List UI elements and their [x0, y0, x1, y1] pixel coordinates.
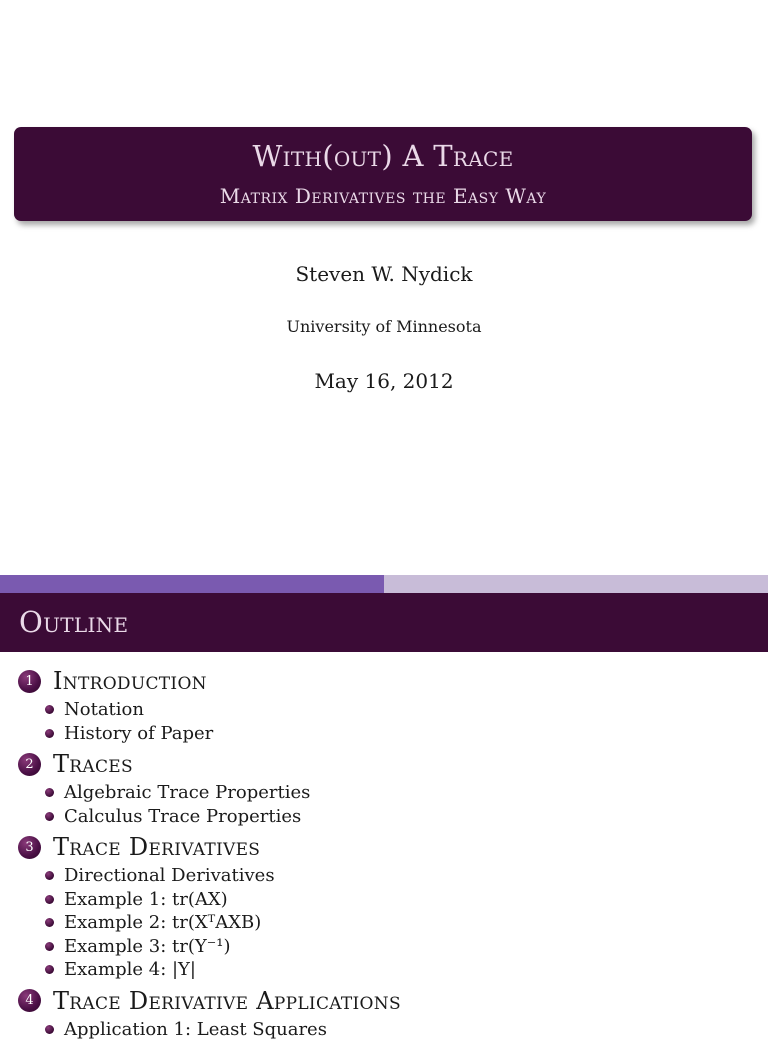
- toc-section-introduction[interactable]: [18, 664, 758, 745]
- bullet-icon: [45, 871, 54, 880]
- toc-subsection[interactable]: [18, 698, 758, 722]
- presentation-date: May 16, 2012: [314, 369, 454, 393]
- subsection-label[interactable]: Example 1: tr(AX): [64, 888, 228, 910]
- subsection-label[interactable]: Algebraic Trace Properties: [64, 782, 311, 804]
- table-of-contents: [18, 664, 758, 1043]
- section-number-badge: 4: [18, 989, 41, 1012]
- toc-subsection[interactable]: [18, 722, 758, 746]
- toc-subsection[interactable]: [18, 935, 758, 959]
- toc-section-trace-derivatives[interactable]: [18, 830, 758, 982]
- subsection-label[interactable]: Notation: [64, 699, 144, 721]
- outline-header: [0, 593, 768, 652]
- toc-subsection[interactable]: [18, 864, 758, 888]
- bullet-icon: [45, 1025, 54, 1034]
- section-label[interactable]: Trace Derivatives: [53, 833, 261, 861]
- title-box: [14, 127, 752, 221]
- section-number-badge: 1: [18, 670, 41, 693]
- bullet-icon: [45, 729, 54, 738]
- section-label[interactable]: Trace Derivative Applications: [53, 986, 401, 1015]
- section-number-badge: 2: [18, 753, 41, 776]
- bullet-icon: [45, 895, 54, 904]
- subsection-label[interactable]: Application 1: Least Squares: [64, 1018, 327, 1040]
- bullet-icon: [45, 965, 54, 974]
- section-number-badge: 3: [18, 836, 41, 859]
- bullet-icon: [45, 705, 54, 714]
- toc-section-trace-derivative-applications[interactable]: [18, 984, 758, 1042]
- subsection-label[interactable]: Example 2: tr(XᵀAXB): [64, 912, 262, 934]
- subsection-label[interactable]: Example 3: tr(Y⁻¹): [64, 935, 231, 957]
- toc-subsection[interactable]: [18, 958, 758, 982]
- bullet-icon: [45, 942, 54, 951]
- subsection-label[interactable]: Directional Derivatives: [64, 865, 275, 887]
- toc-subsection[interactable]: [18, 781, 758, 805]
- toc-subsection[interactable]: [18, 805, 758, 829]
- section-label[interactable]: Introduction: [53, 667, 207, 695]
- presentation-subtitle: Matrix Derivatives the Easy Way: [219, 184, 547, 208]
- outline-title: Outline: [19, 605, 129, 639]
- bullet-icon: [45, 812, 54, 821]
- toc-subsection[interactable]: [18, 911, 758, 935]
- bullet-icon: [45, 918, 54, 927]
- toc-section-traces[interactable]: [18, 747, 758, 828]
- toc-subsection[interactable]: [18, 888, 758, 912]
- institution: University of Minnesota: [286, 317, 482, 336]
- progress-bar-fill: [0, 575, 384, 593]
- bullet-icon: [45, 788, 54, 797]
- subsection-label[interactable]: Example 4: |Y|: [64, 959, 196, 981]
- progress-bar: [0, 575, 768, 593]
- author-name: Steven W. Nydick: [295, 262, 473, 286]
- subsection-label[interactable]: Calculus Trace Properties: [64, 805, 302, 827]
- subsection-label[interactable]: History of Paper: [64, 722, 214, 744]
- toc-subsection[interactable]: [18, 1018, 758, 1042]
- section-label[interactable]: Traces: [53, 750, 133, 778]
- presentation-title: With(out) A Trace: [252, 139, 514, 173]
